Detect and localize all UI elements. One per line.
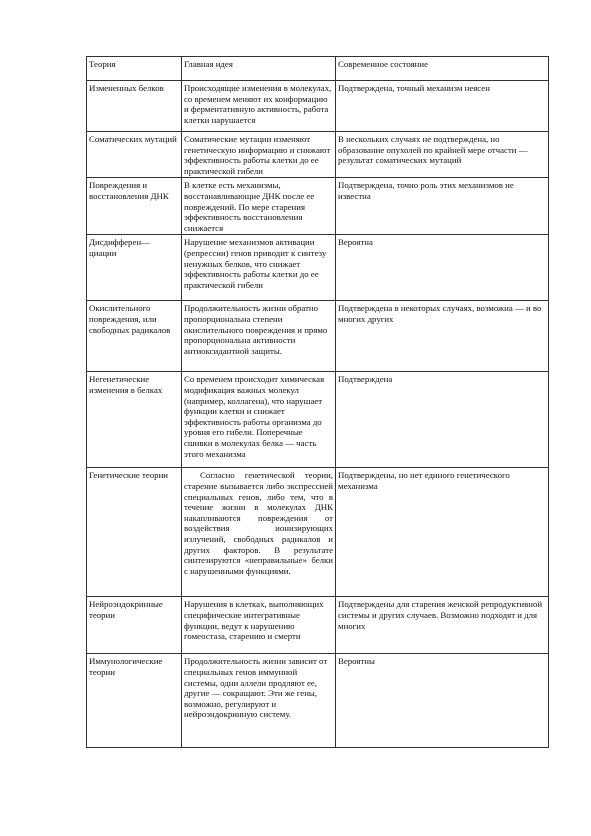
idea-cell: Нарушения в клетках, выполняющих специфические интегративные функции, ведут к нарушению гомеостаза, старению и смерти xyxy=(182,597,336,654)
status-cell: Подтверждена в некоторых случаях, возможна — и во многих других xyxy=(336,301,549,372)
table-row xyxy=(87,235,549,301)
table-row xyxy=(87,132,549,178)
status-cell: Подтверждена xyxy=(336,372,549,468)
idea-cell: Происходящие изменения в молекулах, со временем меняют их конформацию и ферментативную активность, работа клетки нарушается xyxy=(182,81,336,132)
theory-cell: Соматических мутаций xyxy=(87,132,182,178)
header-current-status: Современное состояние xyxy=(336,57,549,81)
idea-cell: Соматические мутации изменяют генетическую информацию и снижают эффективность работы клетки до ее практической гибели xyxy=(182,132,336,178)
idea-cell: В клетке есть механизмы, восстанавливающие ДНК после ее повреждений. По мере старения эффективность восстановления снижается xyxy=(182,178,336,235)
table-header-row xyxy=(87,57,549,81)
theory-cell: Повреждения и восстановления ДНК xyxy=(87,178,182,235)
theory-cell: Дисдифферен— циации xyxy=(87,235,182,301)
table-row xyxy=(87,178,549,235)
idea-cell: Продолжительность жизни обратно пропорциональна степени окислительного повреждения и прямо пропорциональна активности антиоксидантной защиты. xyxy=(182,301,336,372)
idea-cell: Нарушение механизмов активации (репрессии) генов приводит к синтезу ненужных белков, что снижает эффективность работы клетки до ее практической гибели xyxy=(182,235,336,301)
idea-cell: Продолжительность жизни зависит от специальных генов иммунной системы, одни аллели продляют ее, другие — сокращают. Эти же гены, возможно, регулируют и нейроэндокринную систему. xyxy=(182,654,336,748)
table-row xyxy=(87,468,549,597)
status-cell: Вероятна xyxy=(336,235,549,301)
aging-theories-table xyxy=(86,56,549,748)
theory-cell: Измененных белков xyxy=(87,81,182,132)
table-row xyxy=(87,81,549,132)
status-cell: В нескольких случаях не подтверждена, но образование опухолей по крайней мере отчасти — результат соматических мутаций xyxy=(336,132,549,178)
table-row xyxy=(87,597,549,654)
theory-cell: Окислительного повреждения, или свободных радикалов xyxy=(87,301,182,372)
theory-cell: Иммунологические теории xyxy=(87,654,182,748)
status-cell: Подтверждена, точный механизм неясен xyxy=(336,81,549,132)
table-row xyxy=(87,654,549,748)
theory-cell: Негенетические изменения в белках xyxy=(87,372,182,468)
theory-cell: Генетические теории xyxy=(87,468,182,597)
idea-cell: Согласно генетической теории, старение вызывается либо экспрессией специальных генов, либо тем, что в течение жизни в молекулах ДНК накапливаются повреждения от воздействия ионизирующих излучений, свободных радикалов и других факторов. В результате синтезируются «неправильные» белки с нарушенными функциями. xyxy=(182,468,336,597)
table-row xyxy=(87,372,549,468)
table-row xyxy=(87,301,549,372)
status-cell: Подтверждены для старения женской репродуктивной системы и других случаев. Возможно подходят и для многих xyxy=(336,597,549,654)
status-cell: Подтверждена, точно роль этих механизмов не известна xyxy=(336,178,549,235)
theory-cell: Нейроэндокринные теории xyxy=(87,597,182,654)
idea-cell: Со временем происходит химическая модификация важных молекул (например, коллагена), что нарушает функции клетки и снижает эффективность работы организма до уровня его гибели. Поперечные сшивки в молекулах белка — часть этого механизма xyxy=(182,372,336,468)
header-main-idea: Главная идея xyxy=(182,57,336,81)
status-cell: Вероятны xyxy=(336,654,549,748)
header-theory: Теория xyxy=(87,57,182,81)
status-cell: Подтверждены, но нет единого генетического механизма xyxy=(336,468,549,597)
